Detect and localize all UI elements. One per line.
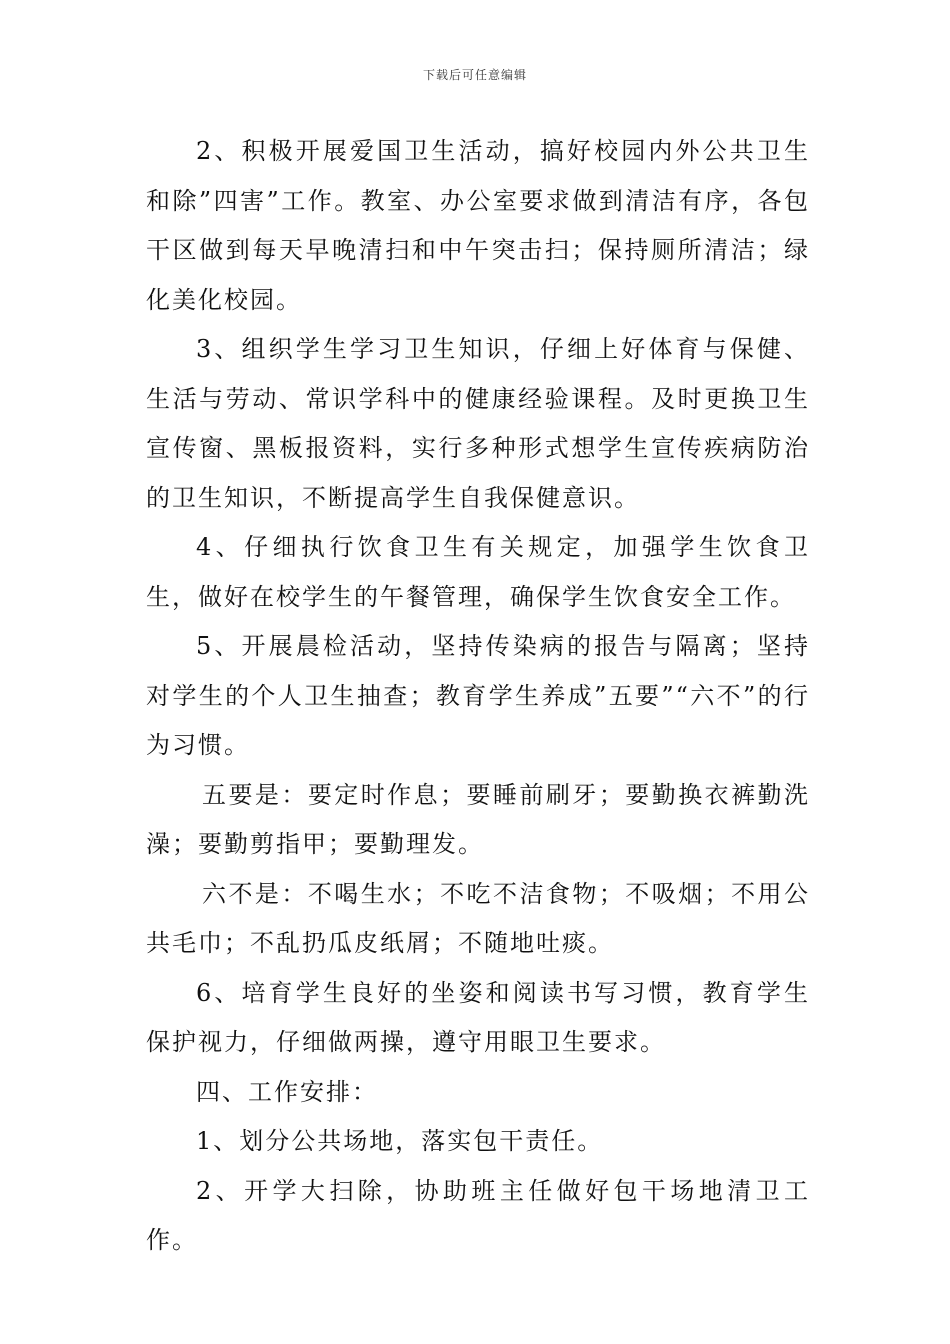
paragraph-six-donts: 六不是：不喝生水；不吃不洁食物；不吸烟；不用公共毛巾；不乱扔瓜皮纸屑；不随地吐痰。: [146, 879, 810, 957]
paragraph-arrangement-1: 1、划分公共场地，落实包干责任。: [196, 1127, 604, 1155]
paragraph-item-2: 2、积极开展爱国卫生活动，搞好校园内外公共卫生和除”四害”工作。教室、办公室要求做到清洁有序，各包干区做到每天早晚清扫和中午突击扫；保持厕所清洁；绿化美化校园。: [146, 137, 810, 314]
section-heading-work-arrangement: 四、工作安排：: [196, 1077, 378, 1106]
paragraph-item-6: 6、培育学生良好的坐姿和阅读书写习惯，教育学生保护视力，仔细做两操，遵守用眼卫生要求。: [146, 978, 810, 1056]
paragraph-item-5: 5、开展晨检活动，坚持传染病的报告与隔离；坚持对学生的个人卫生抽查；教育学生养成”五要”“六不”的行为习惯。: [146, 632, 810, 759]
paragraph-item-3: 3、组织学生学习卫生知识，仔细上好体育与保健、生活与劳动、常识学科中的健康经验课程。及时更换卫生宣传窗、黑板报资料，实行多种形式想学生宣传疾病防治的卫生知识，不断提高学生自我保健意识。: [146, 335, 810, 512]
page-header: 下载后可任意编辑: [422, 68, 527, 82]
document-body: [146, 127, 810, 1266]
paragraph-item-4: 4、仔细执行饮食卫生有关规定，加强学生饮食卫生，做好在校学生的午餐管理，确保学生饮食安全工作。: [146, 533, 810, 611]
paragraph-five-musts: 五要是：要定时作息；要睡前刷牙；要勤换衣裤勤洗澡；要勤剪指甲；要勤理发。: [146, 780, 810, 858]
paragraph-arrangement-2: 2、开学大扫除，协助班主任做好包干场地清卫工作。: [146, 1176, 810, 1254]
